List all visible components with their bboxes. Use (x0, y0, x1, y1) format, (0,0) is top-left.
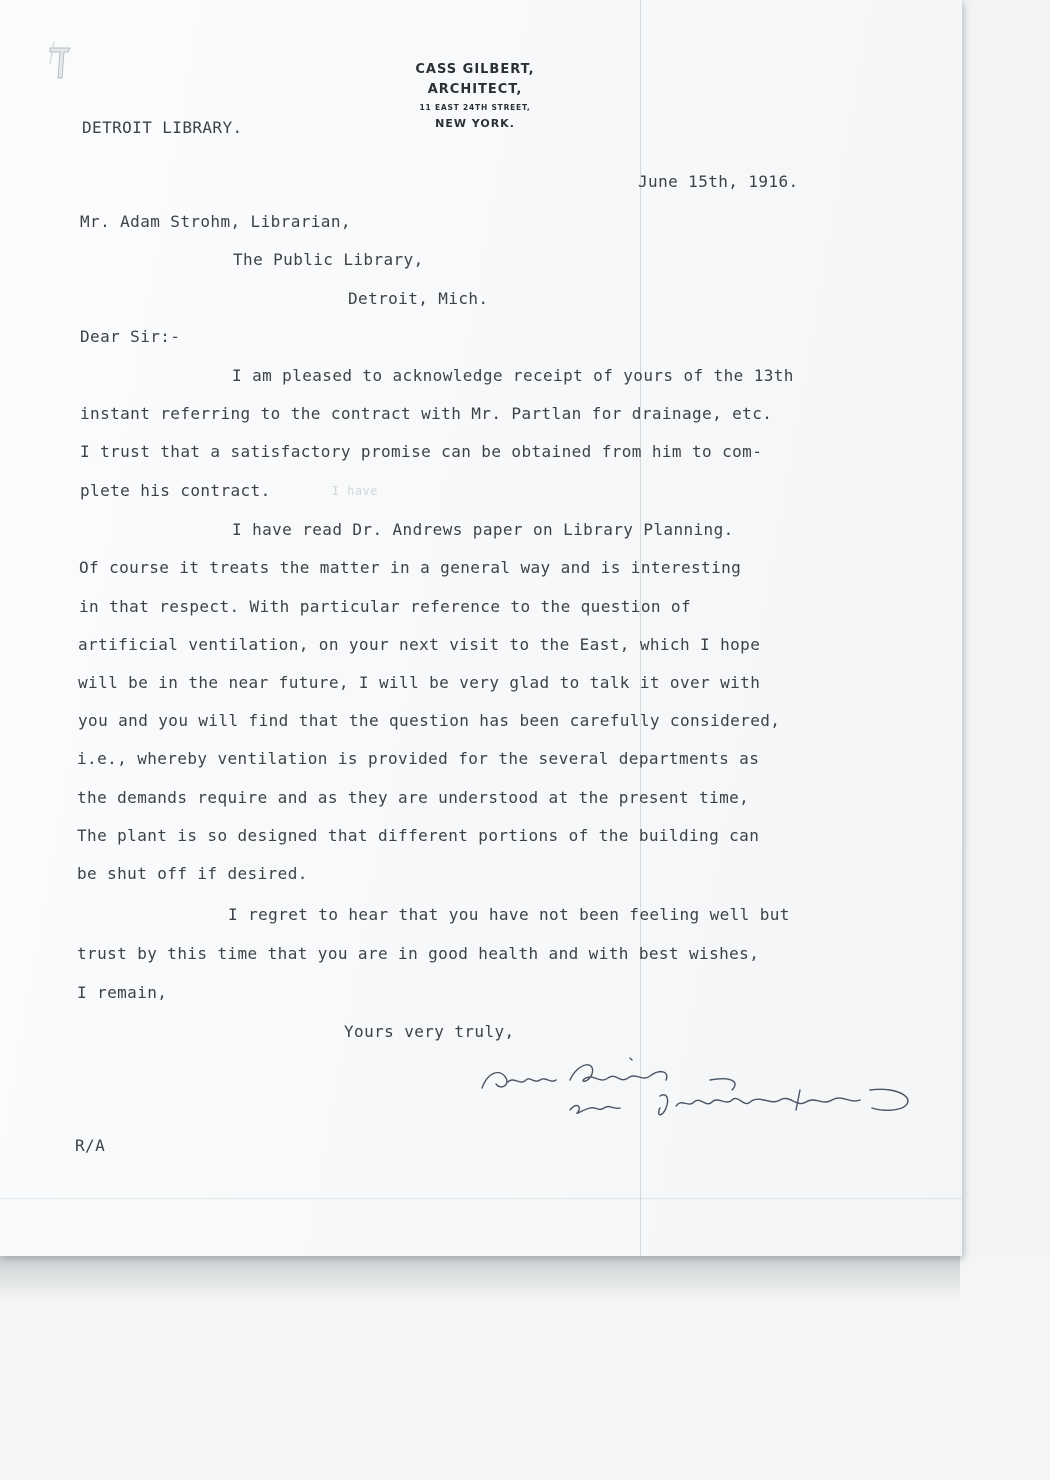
body-line: I trust that a satisfactory promise can be obtained from him to com- (80, 442, 763, 461)
body-line: the demands require and as they are understood at the present time, (77, 788, 750, 807)
body-line: I have read Dr. Andrews paper on Library Planning. (232, 520, 734, 539)
body-line: plete his contract. (80, 481, 271, 500)
body-line: be shut off if desired. (77, 864, 308, 883)
letterhead-street: 11 EAST 24TH STREET, (419, 103, 531, 112)
letterhead-city: NEW YORK. (435, 117, 515, 130)
paperclip-mark-icon (44, 40, 72, 82)
letterhead-title: ARCHITECT, (427, 82, 523, 97)
paper-shadow (0, 1252, 960, 1300)
recipient-institution: The Public Library, (233, 250, 424, 269)
body-line: trust by this time that you are in good health and with best wishes, (77, 944, 760, 963)
erased-text: I have (332, 484, 378, 498)
body-line: will be in the near future, I will be very glad to talk it over with (78, 673, 761, 692)
body-line: i.e., whereby ventilation is provided for the several departments as (77, 749, 760, 768)
body-line: in that respect. With particular reference to the question of (79, 597, 692, 616)
body-line: I regret to hear that you have not been feeling well but (228, 905, 790, 924)
letterhead-name: CASS GILBERT, (415, 62, 535, 77)
body-line: you and you will find that the question has been carefully considered, (78, 711, 781, 730)
body-line: artificial ventilation, on your next visit to the East, which I hope (78, 635, 761, 654)
body-line: Of course it treats the matter in a general way and is interesting (79, 558, 742, 577)
body-line: I am pleased to acknowledge receipt of yours of the 13th (232, 366, 794, 385)
letter-date: June 15th, 1916. (638, 172, 799, 191)
handwritten-signature (470, 1050, 920, 1130)
horizontal-fold-line (0, 1198, 962, 1199)
letterhead (355, 60, 595, 132)
body-line: I remain, (77, 983, 168, 1002)
body-line: The plant is so designed that different portions of the building can (77, 826, 760, 845)
recipient-city: Detroit, Mich. (348, 289, 489, 308)
file-label: DETROIT LIBRARY. (82, 118, 243, 137)
body-line: instant referring to the contract with Mr. Partlan for drainage, etc. (80, 404, 773, 423)
reference-initials: R/A (75, 1136, 106, 1155)
salutation: Dear Sir:- (80, 327, 181, 346)
closing: Yours very truly, (344, 1022, 515, 1041)
recipient-name: Mr. Adam Strohm, Librarian, (80, 212, 351, 231)
